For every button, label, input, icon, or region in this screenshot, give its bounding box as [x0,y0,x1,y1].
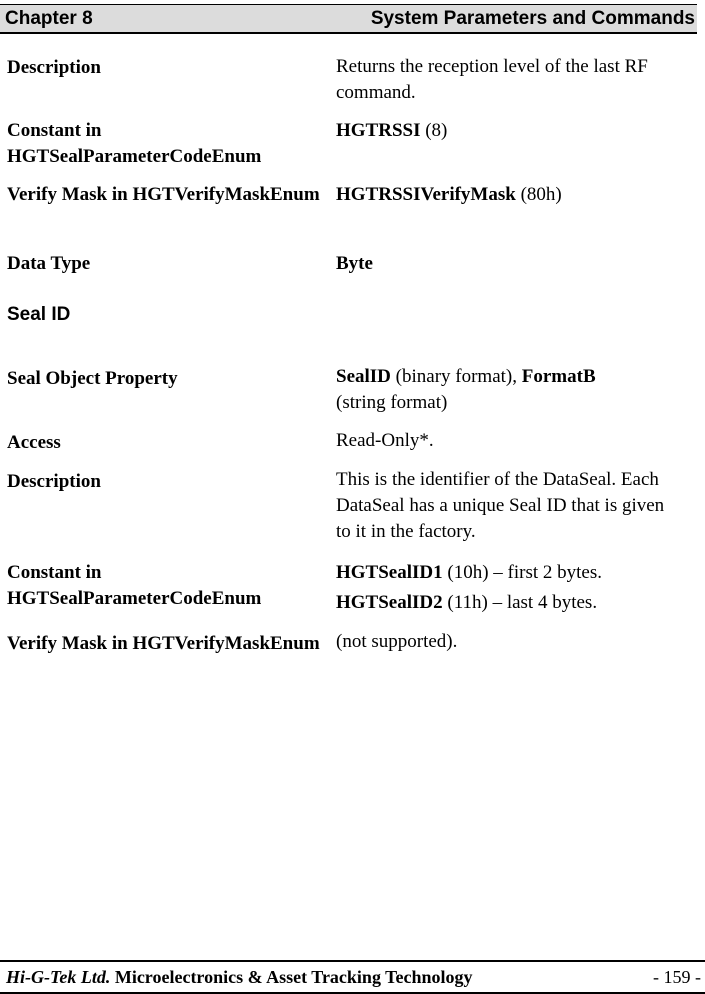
chapter-label: Chapter 8 [5,8,93,29]
seal-constant-label: Constant in HGTSealParameterCodeEnum [7,562,262,609]
seal-description-label: Description [7,471,101,492]
rssi-verify-value [336,182,696,208]
seal-constant-value [336,558,696,618]
rssi-datatype-value: Byte [336,253,373,274]
footer-company-line [6,967,472,988]
rssi-datatype-label: Data Type [7,253,91,274]
seal-constant2-name: HGTSealID2 [336,592,443,613]
page-number: - 159 - [653,967,701,987]
footer-company: Hi-G-Tek Ltd. [6,967,111,987]
seal-property-label: Seal Object Property [7,368,178,389]
rssi-verify-name: HGTRSSIVerifyMask [336,184,516,205]
seal-id-heading: Seal ID [7,304,71,325]
seal-property-name1: SealID [336,366,391,387]
rssi-verify-label: Verify Mask in HGTVerifyMaskEnum [7,184,320,205]
seal-description-value: This is the identifier of the DataSeal. Each DataSeal has a unique Seal ID that is given to it in the factory. [336,469,665,542]
rssi-constant-name: HGTRSSI [336,120,421,141]
footer-tagline: Microelectronics & Asset Tracking Technology [110,967,473,987]
seal-constant1-text: (10h) – first 2 bytes. [442,562,602,583]
rssi-description-value: Returns the reception level of the last RF command. [336,56,648,103]
seal-constant1-name: HGTSealID1 [336,562,443,583]
seal-verify-value: (not supported). [336,631,458,652]
seal-verify-label: Verify Mask in HGTVerifyMaskEnum [7,633,320,654]
seal-access-label: Access [7,432,61,453]
page-header [0,4,697,34]
page-footer [0,960,705,994]
rssi-constant-code: (8) [420,120,448,141]
seal-property-name2: FormatB [521,366,596,387]
seal-access-value: Read-Only*. [336,430,434,451]
seal-property-text2: (string format) [336,392,448,413]
seal-property-text1: (binary format), [390,366,522,387]
seal-constant2-text: (11h) – last 4 bytes. [442,592,598,613]
seal-property-value [336,364,696,416]
rssi-constant-value [336,118,696,144]
rssi-description-label: Description [7,57,101,78]
rssi-verify-code: (80h) [515,184,562,205]
rssi-constant-label: Constant in HGTSealParameterCodeEnum [7,120,262,167]
section-title: System Parameters and Commands [370,8,695,29]
